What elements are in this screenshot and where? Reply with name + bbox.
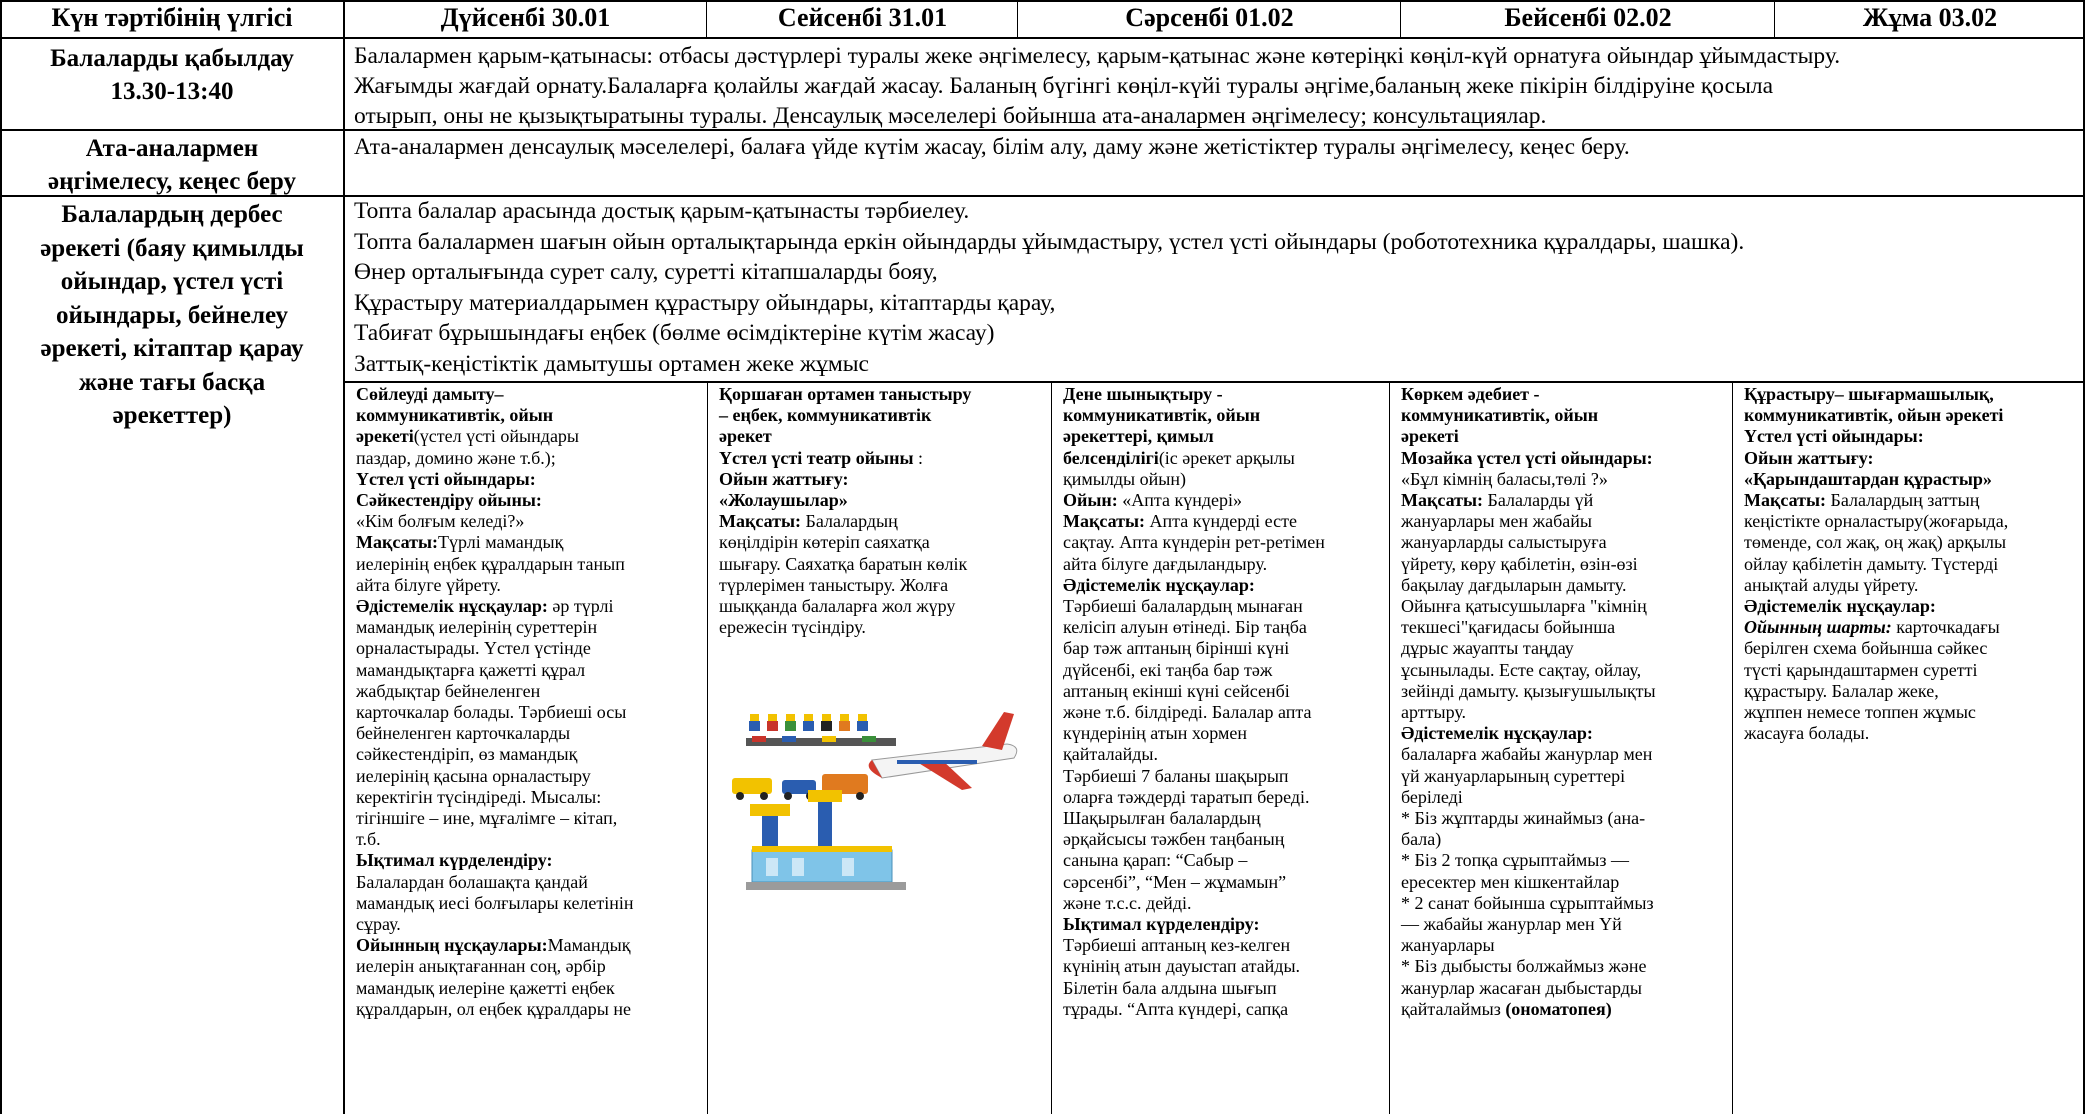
- activity-text-segment: Мақсаты:: [1744, 490, 1826, 511]
- activity-text-segment: жұппен немесе топпен жұмыс: [1744, 702, 1976, 723]
- activity-text-segment: ұсынылады. Есте сақтау, ойлау,: [1401, 659, 1642, 680]
- activity-text-segment: Ойынның шарты:: [1744, 617, 1892, 638]
- activity-text-line: [1063, 829, 1396, 850]
- friday-activity-cell: [1732, 382, 2085, 1114]
- text-line: Ата-аналармен денсаулық мәселелері, балаға үйде күтім жасау, білім алу, даму және жетістіктер туралы әңгімелесу, кеңес беру.: [354, 134, 1630, 160]
- activity-text-segment: коммуникативтік, ойын: [1401, 405, 1599, 426]
- row-label-line: және тағы басқа: [78, 368, 266, 396]
- activity-text-line: [1063, 914, 1396, 935]
- activity-text-line: [1063, 532, 1396, 553]
- activity-text-segment: коммуникативтік, ойын: [1063, 405, 1261, 426]
- activity-text-segment: шыққанда балаларға жол жүру: [719, 596, 956, 617]
- activity-text-line: [1063, 893, 1396, 914]
- activity-text-line: [1401, 744, 1727, 765]
- activity-text-line: [1401, 490, 1727, 511]
- activity-text-segment: дүйсенбі, екі таңба бар тәж: [1063, 659, 1273, 680]
- activity-text-line: [719, 384, 1065, 405]
- activity-text-segment: түсті қарындаштармен суретті: [1744, 659, 1978, 680]
- activity-text-line: [1401, 702, 1727, 723]
- activity-text-line: [1401, 596, 1727, 617]
- activity-text-segment: жабдықтар бейнеленген: [356, 680, 541, 701]
- row-label-line: әңгімелесу, кеңес беру: [48, 168, 296, 195]
- activity-text-line: [356, 914, 702, 935]
- activity-text-line: [1744, 554, 2080, 575]
- activity-text-segment: белсенділігі: [1063, 447, 1159, 468]
- activity-text-segment: «Қарындаштардан құрастыр»: [1744, 468, 1992, 489]
- row-label-line: әрекеті, кітаптар қарау: [40, 335, 304, 362]
- activity-text-segment: т.б.: [356, 829, 381, 850]
- activity-text-line: [1063, 744, 1396, 765]
- activity-text-segment: және т.б. білдіреді. Балалар апта: [1063, 702, 1312, 723]
- activity-text-line: [356, 766, 702, 787]
- activity-text-line: [1744, 638, 2080, 659]
- activity-text-segment: коммуникативтік, ойын әрекеті: [1744, 405, 2004, 426]
- row-label-line: ойындар, үстел үсті: [60, 268, 284, 295]
- activity-text-segment: төменде, сол жақ, оң жақ) арқылы: [1744, 532, 2007, 553]
- activity-text-segment: келісіп алуын өтінеді. Бір таңба: [1063, 617, 1307, 638]
- activity-text-segment: Ойын жаттығу:: [719, 468, 849, 489]
- activity-text-line: [1063, 787, 1396, 808]
- activity-text-line: [719, 511, 1065, 532]
- activity-text-segment: зейінді дамыту. қызығушылықты: [1401, 680, 1656, 701]
- parents-description: [344, 130, 2085, 196]
- activity-text-segment: шығару. Саяхатқа баратын көлік: [719, 553, 968, 574]
- toy-vehicles: [732, 774, 868, 800]
- activity-text-line: [1063, 956, 1396, 977]
- activity-text-line: [1744, 617, 2080, 638]
- activity-text-line: [1063, 978, 1396, 999]
- activity-text-segment: Тәрбиеші балалардың мынаған: [1063, 596, 1303, 617]
- activity-text-line: [356, 978, 702, 999]
- activity-text-segment: – еңбек, коммуникативтік: [719, 405, 932, 426]
- activity-text-line: [1063, 405, 1396, 426]
- text-line: Топта балалар арасында достық қарым-қатынасты тәрбиелеу.: [354, 198, 970, 224]
- activity-text-segment: тігіншіге – ине, мұғалімге – кітап,: [356, 808, 618, 829]
- activity-text-segment: — жабайы жанурлар мен Үй: [1401, 914, 1622, 935]
- activity-text-segment: анықтай алуды үйрету.: [1744, 574, 1919, 595]
- activity-text-segment: жануарлары: [1401, 935, 1495, 956]
- activity-text-line: [719, 426, 1065, 447]
- activity-text-segment: Ойынға қатысушыларға "кімнің: [1401, 596, 1647, 617]
- activity-text-segment: айта білуге үйрету.: [356, 574, 501, 595]
- activity-text-line: [1401, 426, 1727, 447]
- activity-text-line: [356, 617, 702, 638]
- activity-text-line: [1744, 660, 2080, 681]
- activity-text-tail: әр түрлі: [547, 596, 614, 617]
- wednesday-activity-cell: [1051, 382, 1401, 1114]
- activity-text-segment: қайталаймыз: [1401, 998, 1506, 1019]
- activity-text-tail: «Апта күндері»: [1117, 490, 1243, 511]
- activity-text-segment: айта білуге дағдыландыру.: [1063, 553, 1268, 574]
- activity-text-line: [1744, 490, 2080, 511]
- activity-text-segment: бар тәж аптаның бірінші күні: [1063, 638, 1290, 659]
- activity-text-segment: бала): [1401, 829, 1442, 850]
- monday-activity-cell: [344, 382, 707, 1114]
- activity-text-line: [1744, 702, 2080, 723]
- reception-description: [344, 38, 2085, 130]
- activity-text-line: [1401, 935, 1727, 956]
- activity-text-line: [356, 448, 702, 469]
- activity-text-line: [1063, 575, 1396, 596]
- activity-text-line: [1401, 638, 1727, 659]
- row-label-line: ойындары, бейнелеу: [55, 301, 289, 329]
- activity-text-segment: сұрау.: [356, 914, 401, 935]
- activity-text-line: [1063, 490, 1396, 511]
- activity-text-segment: коммуникативтік, ойын: [356, 405, 554, 426]
- activity-text-segment: арттыру.: [1401, 702, 1467, 723]
- activity-text-line: [719, 469, 1065, 490]
- activity-text-line: [1401, 617, 1727, 638]
- independent-activity-description: [344, 196, 2085, 381]
- activity-text-line: [356, 850, 702, 871]
- activity-text-segment: әрекет: [719, 426, 772, 447]
- activity-text-tail-bold: (ономатопея): [1505, 998, 1612, 1019]
- activity-text-segment: әрқайсысы тәжбен таңбаның: [1063, 829, 1285, 850]
- activity-text-segment: аптаның екінші күні сейсенбі: [1063, 680, 1290, 701]
- activity-text-segment: Ықтимал күрделендіру:: [1063, 914, 1260, 935]
- airplane-toy: [869, 712, 1017, 790]
- activity-text-segment: кеңістікте орналастыру(жоғарыда,: [1744, 511, 2009, 532]
- activity-text-segment: Ойын жаттығу:: [1744, 447, 1874, 468]
- activity-text-segment: мамандық иелеріне қажетті еңбек: [356, 977, 615, 998]
- activity-text-segment: Ықтимал күрделендіру:: [356, 850, 553, 871]
- activity-text-line: [356, 872, 702, 893]
- row-label-parents: [0, 130, 344, 196]
- activity-text-segment: құралдарын, ол еңбек құралдары не: [356, 998, 632, 1019]
- activity-text-line: [356, 575, 702, 596]
- activity-text-segment: Көркем әдебиет -: [1401, 384, 1540, 404]
- activity-text-line: [1744, 469, 2080, 490]
- text-line: отырып, оны не қызықтыратыны туралы. Денсаулық мәселелері бойынша ата-аналармен әңгімелесу; консультациялар.: [354, 103, 1547, 129]
- activity-text-line: [1063, 469, 1396, 490]
- activity-text-tail: Балалардың заттың: [1826, 490, 1980, 511]
- activity-text-line: [1063, 660, 1396, 681]
- activity-text-segment: керектігін түсіндіреді. Мысалы:: [356, 786, 602, 807]
- activity-text-segment: Сөйлеуді дамыту–: [356, 384, 504, 404]
- activity-text-line: [356, 384, 702, 405]
- row-label-line: әрекеттер): [112, 402, 232, 429]
- activity-text-segment: «Бұл кімнің баласы,төлі ?»: [1401, 468, 1608, 489]
- activity-text-segment: Әдістемелік нұсқаулар:: [356, 596, 548, 617]
- activity-text-segment: Мақсаты:: [719, 511, 801, 532]
- activity-text-segment: Қоршаған ортамен таныстыру: [719, 384, 972, 404]
- activity-text-line: [719, 596, 1065, 617]
- activity-text-segment: тұрады. “Апта күндері, сапқа: [1063, 998, 1289, 1019]
- row-label-line: 13.30-13:40: [110, 78, 234, 105]
- activity-text-line: [356, 956, 702, 977]
- activity-text-segment: және т.с.с. дейді.: [1063, 892, 1192, 913]
- activity-text-segment: иелерінің қасына орналастыру: [356, 765, 591, 786]
- activity-text-line: [356, 554, 702, 575]
- activity-text-segment: түрлерімен таныстыру. Жолға: [719, 574, 949, 595]
- activity-text-line: [1401, 575, 1727, 596]
- row-label-independent-activity: [0, 196, 344, 1114]
- activity-text-line: [1401, 554, 1727, 575]
- activity-text-segment: Мақсаты:: [356, 532, 438, 553]
- activity-text-line: [719, 448, 1065, 469]
- activity-text-line: [1744, 681, 2080, 702]
- activity-text-segment: Мақсаты:: [1401, 490, 1483, 511]
- header-wednesday: Сәрсенбі 01.02: [1125, 3, 1294, 32]
- activity-text-segment: сақтау. Апта күндерін рет-ретімен: [1063, 532, 1325, 553]
- text-line: Заттық-кеңістіктік дамытушы ортамен жеке жұмыс: [354, 350, 869, 377]
- activity-text-line: [356, 681, 702, 702]
- activity-text-line: [356, 532, 702, 553]
- activity-text-line: [1401, 384, 1727, 405]
- activity-text-line: [1401, 872, 1727, 893]
- activity-text-segment: карточкалар болады. Тәрбиеші осы: [356, 702, 627, 723]
- activity-text-line: [356, 808, 702, 829]
- activity-text-line: [1401, 787, 1727, 808]
- activity-text-line: [1401, 914, 1727, 935]
- activity-text-line: [1063, 935, 1396, 956]
- activity-text-tail: :: [913, 447, 924, 468]
- activity-text-segment: күндерінің атын хормен: [1063, 723, 1247, 744]
- activity-text-segment: орналастырады. Үстел үстінде: [356, 638, 591, 659]
- activity-text-line: [719, 554, 1065, 575]
- activity-text-segment: бейнеленген карточкаларды: [356, 723, 571, 744]
- activity-text-line: [1063, 999, 1396, 1020]
- activity-text-segment: балаларға жабайы жанурлар мен: [1401, 744, 1653, 765]
- activity-text-segment: Тәрбиеші аптаның кез-келген: [1063, 935, 1291, 956]
- activity-text-segment: мамандық иелерінің суреттерін: [356, 617, 598, 638]
- activity-text-segment: ережесін түсіндіру.: [719, 617, 866, 638]
- activity-text-line: [1401, 999, 1727, 1020]
- activity-text-line: [1744, 384, 2080, 405]
- activity-text-line: [1401, 723, 1727, 744]
- row-label-line: Балалардың дербес: [61, 201, 283, 228]
- text-line: Табиғат бұрышындағы еңбек (бөлме өсімдіктеріне күтім жасау): [354, 320, 995, 346]
- activity-text-line: [356, 744, 702, 765]
- activity-text-segment: Құрастыру– шығармашылық,: [1744, 384, 1994, 404]
- activity-text-segment: * Біз 2 топқа сұрыптаймыз —: [1401, 850, 1629, 871]
- activity-text-line: [356, 638, 702, 659]
- activity-text-line: [1744, 405, 2080, 426]
- activity-text-tail: (іс әрекет арқылы: [1158, 447, 1295, 468]
- text-line: Өнер орталығында сурет салу, суретті кітапшаларды бояу,: [354, 259, 938, 285]
- activity-text-line: [1401, 766, 1727, 787]
- activity-text-tail: Балалардың: [801, 511, 898, 532]
- activity-text-line: [356, 893, 702, 914]
- activity-text-line: [1744, 723, 2080, 744]
- activity-text-segment: Үстел үсті ойындары:: [356, 468, 536, 489]
- activity-text-segment: Үстел үсті театр ойыны: [719, 447, 914, 468]
- activity-text-segment: үй жануарларының суреттері: [1401, 765, 1626, 786]
- row-label-line: Балаларды қабылдау: [50, 45, 294, 72]
- header-schedule-title: Күн тәртібінің үлгісі: [51, 3, 293, 32]
- activity-text-segment: әрекеті: [356, 426, 414, 447]
- activity-text-segment: Шақырылған балалардың: [1063, 808, 1261, 829]
- activity-text-segment: көңілдірін көтеріп саяхатқа: [719, 532, 930, 553]
- activity-text-line: [1401, 829, 1727, 850]
- activity-text-line: [1744, 575, 2080, 596]
- activity-text-line: [1063, 872, 1396, 893]
- activity-text-segment: әрекеті: [1401, 426, 1459, 447]
- lego-airport-toy-set-picture: [722, 700, 1027, 895]
- activity-text-line: [1401, 469, 1727, 490]
- activity-text-segment: «Кім болғым келеді?»: [356, 511, 525, 532]
- activity-text-line: [1063, 808, 1396, 829]
- activity-text-line: [719, 405, 1065, 426]
- activity-text-line: [1063, 596, 1396, 617]
- activity-text-segment: санына қарап: “Сабыр –: [1063, 850, 1248, 871]
- row-label-reception: [0, 38, 344, 130]
- activity-text-segment: Тәрбиеші 7 баланы шақырып: [1063, 765, 1289, 786]
- header-friday: Жұма 03.02: [1862, 3, 1998, 32]
- activity-text-segment: оларға тәждерді таратып береді.: [1063, 786, 1310, 807]
- activity-text-line: [719, 490, 1065, 511]
- activity-text-segment: паздар, домино және т.б.);: [356, 447, 556, 468]
- activity-text-line: [1401, 532, 1727, 553]
- activity-text-segment: Сәйкестендіру ойыны:: [356, 490, 542, 511]
- activity-text-segment: текшесі"қағидасы бойынша: [1401, 617, 1616, 638]
- activity-text-line: [1401, 893, 1727, 914]
- activity-text-tail: карточкадағы: [1891, 617, 2000, 638]
- activity-text-segment: дұрыс жауапты таңдау: [1401, 638, 1574, 659]
- activity-text-line: [1063, 681, 1396, 702]
- activity-text-line: [356, 935, 702, 956]
- activity-text-line: [1401, 405, 1727, 426]
- activity-text-line: [356, 660, 702, 681]
- activity-text-line: [1063, 511, 1396, 532]
- activity-text-line: [1744, 532, 2080, 553]
- activity-text-line: [1401, 808, 1727, 829]
- activity-text-tail: Апта күндерді есте: [1145, 511, 1297, 532]
- activity-text-segment: Дене шынықтыру -: [1063, 384, 1223, 404]
- activity-text-tail: Түрлі мамандық: [438, 532, 564, 553]
- activity-text-segment: қайталайды.: [1063, 744, 1158, 765]
- activity-text-segment: жанурлар жасаған дыбыстарды: [1401, 977, 1643, 998]
- activity-text-segment: мамандықтарға қажетті құрал: [356, 659, 586, 680]
- activity-text-line: [1063, 723, 1396, 744]
- activity-text-segment: жануарлары мен жабайы: [1401, 511, 1592, 532]
- activity-text-segment: бақылау дағдыларын дамыту.: [1401, 574, 1627, 595]
- activity-text-segment: * Біз жұптарды жинаймыз (ана-: [1401, 808, 1646, 829]
- activity-text-segment: Ойын:: [1063, 490, 1118, 511]
- activity-text-line: [1401, 448, 1727, 469]
- activity-text-line: [1063, 766, 1396, 787]
- activity-text-segment: Үстел үсті ойындары:: [1744, 426, 1924, 447]
- activity-text-line: [1063, 702, 1396, 723]
- activity-text-segment: «Жолаушылар»: [719, 490, 848, 511]
- activity-text-segment: сәйкестендіріп, өз мамандық: [356, 744, 578, 765]
- activity-text-segment: Балалардан болашақта қандай: [356, 871, 588, 892]
- activity-text-segment: құрастыру. Балалар жеке,: [1744, 680, 1939, 701]
- activity-text-line: [356, 405, 702, 426]
- airport-terminal-toy: [746, 790, 906, 890]
- activity-text-line: [356, 469, 702, 490]
- activity-text-segment: * Біз дыбысты болжаймыз және: [1401, 956, 1647, 977]
- activity-text-segment: қимылды ойын): [1063, 468, 1186, 489]
- activity-text-segment: берілген схема бойынша сәйкес: [1744, 638, 1988, 659]
- activity-text-line: [1401, 511, 1727, 532]
- activity-text-segment: үйрету, көру қабілетін, өзін-өзі: [1401, 553, 1638, 574]
- activity-text-segment: сәрсенбі”, “Мен – жұмамын”: [1063, 871, 1287, 892]
- activity-text-line: [356, 511, 702, 532]
- text-line: Балалармен қарым-қатынасы: отбасы дәстүрлері туралы жеке әңгімелесу, қарым-қатынас және көтеріңкі көңіл-күй орнатуға ойындар ұйымдастыру.: [354, 43, 1841, 69]
- activity-text-line: [356, 490, 702, 511]
- activity-text-line: [1063, 638, 1396, 659]
- activity-text-line: [356, 999, 702, 1020]
- activity-text-line: [356, 829, 702, 850]
- activity-text-segment: Әдістемелік нұсқаулар:: [1063, 574, 1255, 595]
- activity-text-segment: * 2 санат бойынша сұрыптаймыз: [1401, 892, 1654, 913]
- activity-text-line: [1063, 448, 1396, 469]
- activity-text-segment: жасауға болады.: [1744, 723, 1870, 744]
- activity-text-segment: әрекеттері, қимыл: [1063, 426, 1214, 447]
- activity-text-line: [356, 596, 702, 617]
- text-line: Жағымды жағдай орнату.Балаларға қолайлы жағдай жасау. Баланың бүгінгі көңіл-күйі туралы әңгіме,баланың жеке пікірін білдіруіне қосыла: [354, 73, 1774, 99]
- activity-text-line: [1744, 448, 2080, 469]
- activity-text-segment: күнінің атын дауыстап атайды.: [1063, 956, 1301, 977]
- activity-text-tail: (үстел үсті ойындары: [413, 426, 580, 447]
- row-label-line: әрекеті (баяу қимылды: [40, 234, 304, 262]
- activity-text-line: [719, 617, 1065, 638]
- activity-text-segment: Мақсаты:: [1063, 511, 1145, 532]
- activity-text-line: [1063, 617, 1396, 638]
- text-line: Құрастыру материалдарымен құрастыру ойындары, кітаптарды қарау,: [354, 289, 1056, 316]
- activity-text-segment: жануарларды салыстыруға: [1401, 532, 1607, 553]
- activity-text-line: [1063, 554, 1396, 575]
- activity-text-line: [356, 723, 702, 744]
- activity-text-segment: Әдістемелік нұсқаулар:: [1744, 596, 1936, 617]
- activity-text-segment: Әдістемелік нұсқаулар:: [1401, 723, 1593, 744]
- activity-text-segment: беріледі: [1401, 786, 1463, 807]
- header-monday: Дүйсенбі 30.01: [440, 3, 611, 32]
- activity-text-segment: Білетін бала алдына шығып: [1063, 977, 1277, 998]
- text-line: Топта балалармен шағын ойын орталықтарында еркін ойындарды ұйымдастыру, үстел үсті ойындары (робототехника құралдары, шашка).: [354, 228, 1745, 255]
- activity-text-tail: Мамандық: [547, 935, 631, 956]
- activity-text-line: [1401, 956, 1727, 977]
- header-tuesday: Сейсенбі 31.01: [777, 3, 948, 32]
- activity-text-tail: Балаларды үй: [1483, 490, 1594, 511]
- thursday-activity-cell: [1389, 382, 1732, 1114]
- activity-text-line: [1744, 426, 2080, 447]
- activity-text-line: [719, 575, 1065, 596]
- activity-text-line: [1401, 660, 1727, 681]
- activity-text-segment: Ойынның нұсқаулары:: [356, 935, 548, 956]
- activity-text-line: [1744, 511, 2080, 532]
- activity-text-line: [356, 702, 702, 723]
- header-thursday: Бейсенбі 02.02: [1504, 3, 1672, 32]
- activity-text-segment: иелерін анықтағаннан соң, әрбір: [356, 956, 606, 977]
- activity-text-line: [1401, 681, 1727, 702]
- activity-text-segment: ойлау қабілетін дамыту. Түстерді: [1744, 553, 1999, 574]
- activity-text-segment: ересектер мен кішкентайлар: [1401, 871, 1620, 892]
- minifigures-row: [746, 714, 896, 746]
- row-label-line: Ата-аналармен: [85, 135, 259, 162]
- activity-text-segment: Мозайка үстел үсті ойындары:: [1401, 447, 1653, 468]
- activity-text-line: [1401, 850, 1727, 871]
- activity-text-line: [356, 787, 702, 808]
- activity-text-line: [1063, 850, 1396, 871]
- activity-text-line: [356, 426, 702, 447]
- activity-text-segment: иелерінің еңбек құралдарын танып: [356, 553, 625, 574]
- activity-text-line: [719, 532, 1065, 553]
- activity-text-segment: мамандық иесі болғылары келетінін: [356, 892, 634, 913]
- activity-text-line: [1063, 426, 1396, 447]
- activity-text-line: [1744, 596, 2080, 617]
- activity-text-line: [1063, 384, 1396, 405]
- activity-text-line: [1401, 978, 1727, 999]
